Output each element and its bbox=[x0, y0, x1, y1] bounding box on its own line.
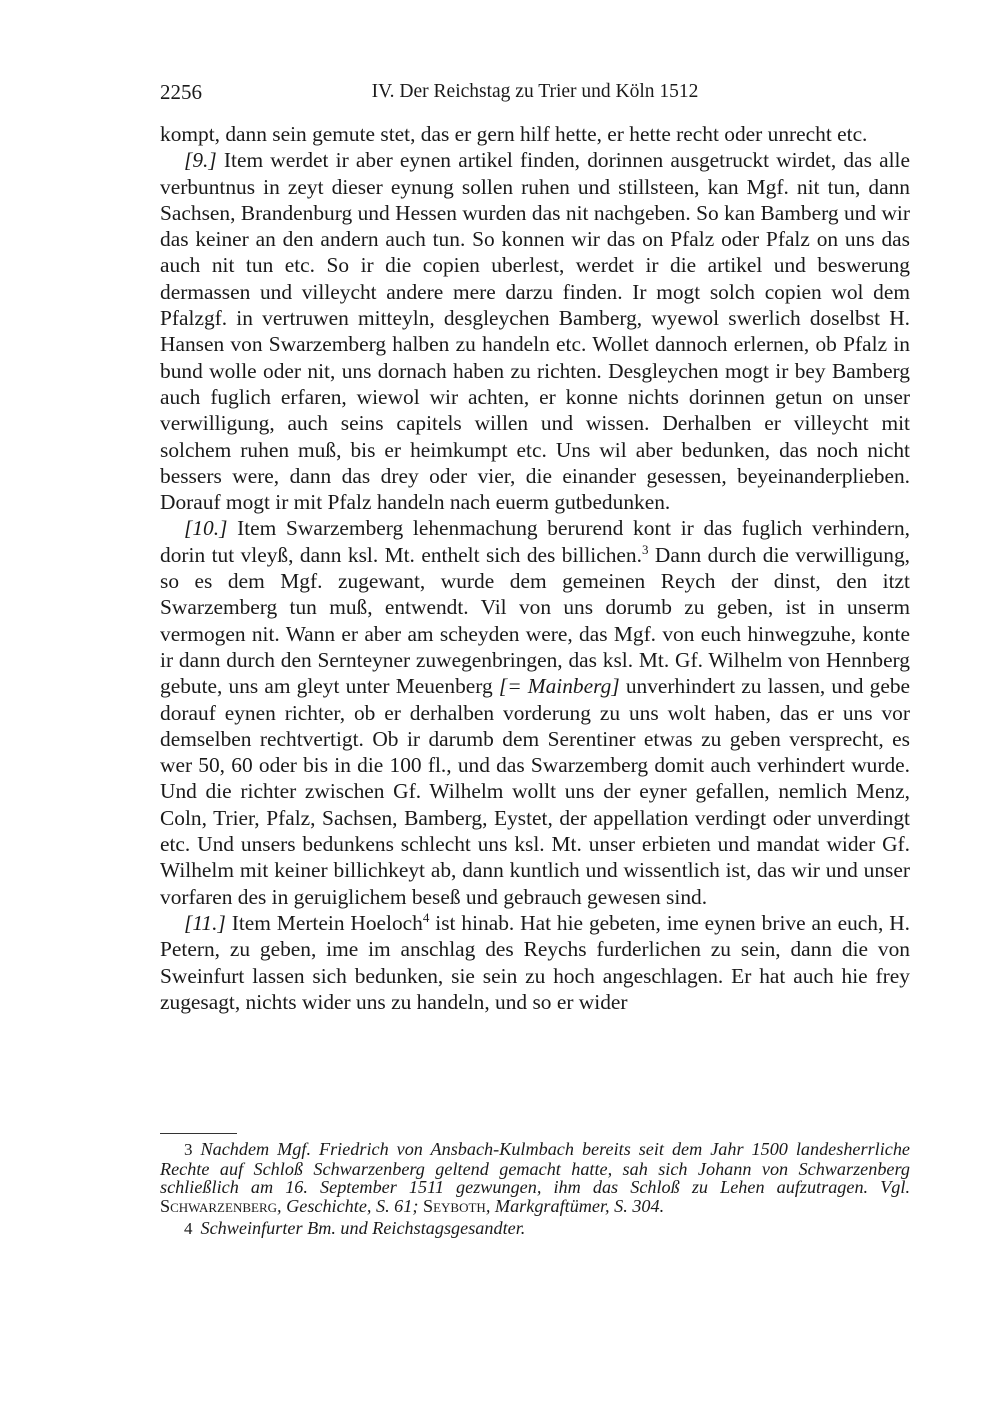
paragraph-text: ist hinab. Hat hie gebeten, ime eynen brive an euch, H. Petern, zu geben, ime im anschlag des Reychs furderlichen zu sein, dann die von Sweinfurt lassen sich bedunken, sie sein zu hoch angeschlagen. Er hat auch hie frey zugesagt, nichts wider uns zu handeln, und so er wider bbox=[160, 910, 910, 1014]
footnote-number: 4 bbox=[184, 1219, 193, 1238]
section-marker-10: [10.] bbox=[184, 516, 228, 541]
paragraph-text: Dann durch die verwilligung, so es dem Mgf. zugewant, wurde dem gemeinen Reych der dinst, den itzt Swarzemberg tun muß, entwendt. Vil von uns dorumb zu geben, ist in unserm vermogen nit. Wann er aber am scheyden were, das Mgf. von euch hinwegzuhe, konte ir dann durch den Sernteyner zuwegenbringen, das ksl. Mt. Gf. Wilhelm von Hennberg gebute, uns am gleyt unter Meuenberg bbox=[160, 542, 910, 699]
paragraph-text: Item Mertein Hoeloch bbox=[225, 910, 423, 935]
running-title: IV. Der Reichstag zu Trier und Köln 1512 bbox=[371, 81, 699, 102]
footnote-ref-3[interactable]: 3 bbox=[641, 541, 649, 557]
footnote-number: 3 bbox=[184, 1140, 193, 1159]
paragraph-text: unverhindert zu lassen, und gebe dorauf eynen richter, ob er derhalben vorderung zu uns wolt haben, das er uns vor demselben rechtvertigt. Ob ir darumb dem Serentiner etwas zu geben versprecht, es wer 50, 60 oder bis in die 100 fl., und das Swarzemberg domit auch verhindert wurde. Und die richter zwischen Gf. Wilhelm wollt uns der eyner gefallen, nemlich Menz, Coln, Trier, Pfalz, Sachsen, Bamberg, Eystet, der appellation verdingt oder unverdingt etc. Und unsers bedunkens schlecht uns ksl. Mt. unser erbieten und mandat wider Gf. Wilhelm mit keiner billichkeyt ab, dann kuntlich und wissentlich ist, das wir und unser vorfaren des in geruiglichem beseß und gebrauch gewesen sind. bbox=[160, 674, 911, 909]
page-header bbox=[160, 80, 910, 108]
section-marker-11: [11.] bbox=[184, 910, 226, 935]
author-name: Schwarzenberg bbox=[160, 1195, 278, 1216]
footnote-ref-4[interactable]: 4 bbox=[422, 909, 430, 925]
main-text bbox=[160, 121, 910, 1015]
paragraph-10 bbox=[160, 515, 910, 909]
footnote-3 bbox=[160, 1140, 910, 1215]
paragraph-continuation bbox=[160, 121, 910, 147]
paragraph-text: Item werdet ir aber eynen artikel finden, dorinnen ausgetruckt wirdet, das alle verbuntnus in zeyt dieser eynung sollen ruhen und stillsteen, kan Mgf. nit tun, dann Sachsen, Brandenburg und Hessen wurden das nit nachgeben. So kan Bamberg und wir das keiner an den andern auch tun. So konnen wir das on Pfalz oder Pfalz on uns das auch nit tun etc. So ir die copien uberlest, werdet ir die artikel und beswerung dermassen und villeycht andere mere darzu finden. Ir mogt solch copien wol dem Pfalzgf. in vertruwen mitteyln, desgleychen Bamberg, wyewol swerlich doselbst H. Hansen von Swarzemberg halben zu handeln etc. Wollet dannoch erlernen, ob Pfalz in bund wolle oder nit, uns dornach haben zu richten. Desgleychen mogt ir bey Bamberg auch fuglich erfaren, wiewol wir achten, er konne nichts dorinnen getun on unser verwilligung, auch seins capitels willen und wissen. Derhalben er villeycht mit solchem ruhen muß, bis er heimkumpt etc. Uns wil aber bedunken, das noch nicht bessers were, dann das drey oder vier, die einander gesessen, beyeinanderplieben. Dorauf mogt ir mit Pfalz handeln nach euerm gutbedunken. bbox=[160, 148, 910, 515]
paragraph-text: kompt, dann sein gemute stet, das er gern hilf hette, er hette recht oder unrecht etc. bbox=[160, 122, 868, 146]
page-number: 2256 bbox=[160, 80, 202, 104]
paragraph-9 bbox=[160, 147, 910, 515]
footnote-divider bbox=[160, 1133, 237, 1134]
section-marker-9: [9.] bbox=[184, 148, 217, 173]
editorial-bracket: [= Mainberg] bbox=[498, 674, 620, 699]
paragraph-11 bbox=[160, 910, 910, 1015]
footnote-text: Nachdem Mgf. Friedrich von Ansbach-Kulmbach bereits seit dem Jahr 1500 landesherrliche Rechte auf Schloß Schwarzenberg geltend gemacht hatte, sah sich Johann von Schwarzenberg schließlich am 16. September 1511 gezwungen, ihm das Schloß zu Lehen aufzutragen. Vgl. bbox=[160, 1139, 910, 1197]
author-name: Seyboth bbox=[422, 1195, 486, 1216]
footnote-4 bbox=[160, 1219, 910, 1239]
footnote-text: , Geschichte, S. 61; bbox=[277, 1195, 423, 1216]
footnote-text: , Markgraftümer, S. 304. bbox=[485, 1195, 665, 1216]
footnote-text: Schweinfurter Bm. und Reichstagsgesandter. bbox=[200, 1218, 526, 1238]
paragraph-text: Item Swarzemberg lehenmachung berurend kont ir das fuglich verhindern, dorin tut vleyß, dann ksl. Mt. enthelt sich des billichen. bbox=[160, 516, 910, 567]
footnotes bbox=[160, 1140, 910, 1243]
